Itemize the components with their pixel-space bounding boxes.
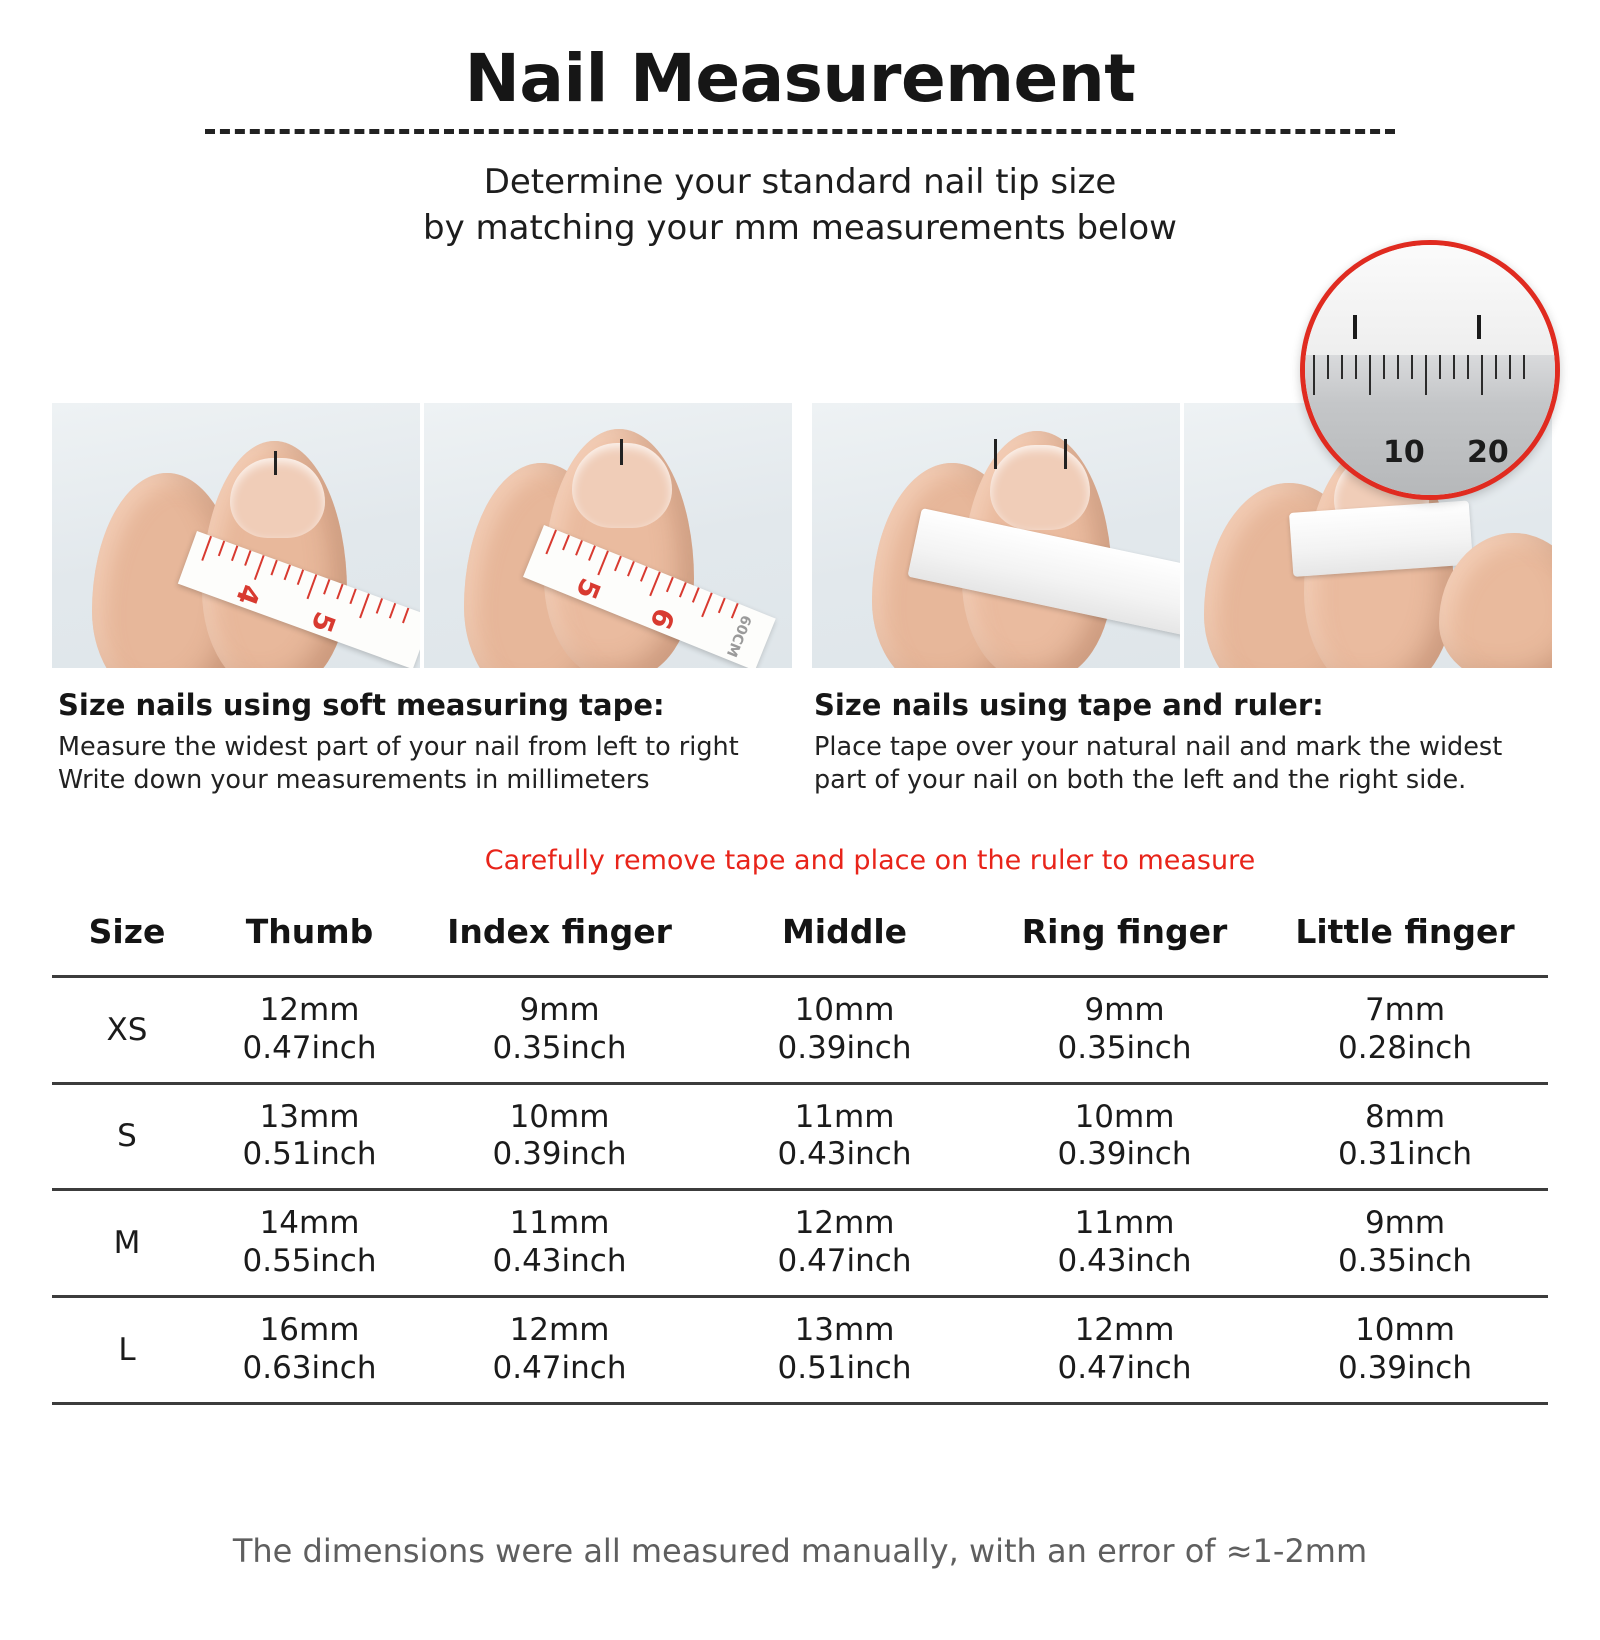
cell-mm: 12mm [259,992,360,1028]
caption-right-line-1: Place tape over your natural nail and mark the widest [814,732,1503,762]
captions [58,688,1548,796]
ruler-number: 6 [643,603,682,634]
cell-little [1262,977,1548,1084]
cell-ring [987,1083,1262,1190]
red-note-text: Carefully remove tape and place on the ruler to measure [484,845,1256,876]
table-row [52,977,1548,1084]
column-header-size: Size [88,912,166,951]
column-header-little: Little finger [1295,912,1515,951]
caption-right [814,688,1548,796]
cell-inch: 0.28inch [1338,1029,1472,1066]
column-header-ring: Ring finger [1021,912,1228,951]
cell-mm: 9mm [1084,992,1165,1028]
subtitle-line-1: Determine your standard nail tip size [483,162,1117,202]
ruler-number: 5 [569,573,608,604]
cell-little [1262,1083,1548,1190]
cell-mm: 8mm [1364,1098,1446,1135]
cell-inch: 0.47inch [242,1029,377,1066]
caption-left [58,688,792,796]
cell-mm: 11mm [509,1205,610,1242]
size-table-wrapper [52,902,1548,1405]
cell-inch: 0.35inch [1057,1029,1192,1066]
table-header-row [52,902,1548,977]
size-table [52,902,1548,1405]
cell-inch: 0.43inch [492,1243,627,1280]
page-title: Nail Measurement [464,40,1136,117]
cell-middle [702,977,987,1084]
column-header-middle: Middle [781,912,908,951]
cell-inch: 0.51inch [777,1349,912,1386]
cell-thumb [202,1296,417,1403]
ruler-number: 5 [304,607,343,637]
photo-finger-with-tape [424,403,792,668]
table-row [52,1296,1548,1403]
ruler-unit-label: 60CM [722,612,755,660]
photo-tape-on-nail [812,403,1180,668]
photo-group-soft-tape [52,403,792,668]
nail-measurement-infographic [0,40,1600,1640]
cell-inch: 0.43inch [777,1136,912,1173]
magnifier-tape [1305,245,1555,357]
caption-left-title: Size nails using soft measuring tape: [58,688,665,722]
cell-little [1262,1296,1548,1403]
cell-middle [702,1083,987,1190]
cell-ring [987,977,1262,1084]
cell-mm: 10mm [509,1098,610,1135]
column-header-index: Index finger [447,912,672,951]
table-row [52,1083,1548,1190]
cell-mm: 11mm [794,1098,895,1135]
cell-thumb [202,1083,417,1190]
cell-mm: 10mm [1355,1311,1455,1348]
magnifier-ruler-closeup [1300,240,1560,500]
red-note [0,845,1600,876]
subtitle-line-2: by matching your mm measurements below [422,207,1177,248]
cell-little [1262,1190,1548,1297]
cell-index [417,1190,702,1297]
magnifier-ruler [1305,355,1555,495]
cell-mm: 16mm [259,1311,360,1348]
cell-inch: 0.63inch [242,1349,377,1386]
cell-middle [702,1190,987,1297]
cell-inch: 0.35inch [1338,1243,1472,1280]
cell-mm: 10mm [1074,1098,1175,1135]
cell-index [417,977,702,1084]
photo-thumb-with-tape [52,403,420,668]
cell-inch: 0.39inch [1057,1136,1192,1173]
cell-index [417,1083,702,1190]
cell-index [417,1296,702,1403]
cell-mm: 10mm [794,992,895,1028]
cell-mm: 13mm [794,1311,895,1348]
subtitle [0,160,1600,252]
row-size-label: M [113,1225,141,1262]
title-divider [205,129,1395,134]
caption-left-line-1: Measure the widest part of your nail from left to right [58,732,739,762]
cell-inch: 0.39inch [1338,1349,1472,1386]
magnifier-number: 10 [1383,435,1425,470]
caption-right-title: Size nails using tape and ruler: [814,688,1324,722]
cell-middle [702,1296,987,1403]
cell-inch: 0.47inch [492,1349,627,1386]
footer-note: The dimensions were all measured manually, with an error of ≈1-2mm [232,1532,1368,1570]
cell-mm: 9mm [519,992,600,1028]
ruler-number: 4 [229,579,267,610]
cell-inch: 0.51inch [242,1136,377,1173]
cell-mm: 12mm [794,1205,895,1242]
cell-mm: 14mm [259,1205,360,1242]
table-row [52,1190,1548,1297]
cell-inch: 0.55inch [242,1243,377,1280]
cell-mm: 9mm [1364,1205,1446,1242]
cell-inch: 0.43inch [1057,1243,1192,1280]
cell-inch: 0.31inch [1338,1136,1472,1173]
cell-ring [987,1296,1262,1403]
cell-mm: 12mm [509,1311,610,1348]
cell-inch: 0.39inch [777,1029,912,1066]
cell-mm: 12mm [1074,1311,1175,1348]
row-size-label: S [117,1118,137,1155]
cell-inch: 0.47inch [777,1243,912,1280]
cell-inch: 0.39inch [492,1136,627,1173]
row-size-label: XS [106,1011,148,1048]
magnifier-number: 20 [1467,435,1509,470]
caption-left-line-2: Write down your measurements in millimeters [58,764,650,795]
cell-mm: 11mm [1074,1205,1175,1242]
cell-ring [987,1190,1262,1297]
row-size-label: L [118,1331,136,1368]
column-header-thumb: Thumb [245,912,374,951]
cell-inch: 0.47inch [1057,1349,1192,1386]
cell-inch: 0.35inch [492,1029,627,1066]
caption-right-line-2: part of your nail on both the left and the right side. [814,764,1467,795]
cell-mm: 7mm [1364,992,1446,1028]
cell-thumb [202,1190,417,1297]
cell-thumb [202,977,417,1084]
cell-mm: 13mm [259,1098,360,1135]
